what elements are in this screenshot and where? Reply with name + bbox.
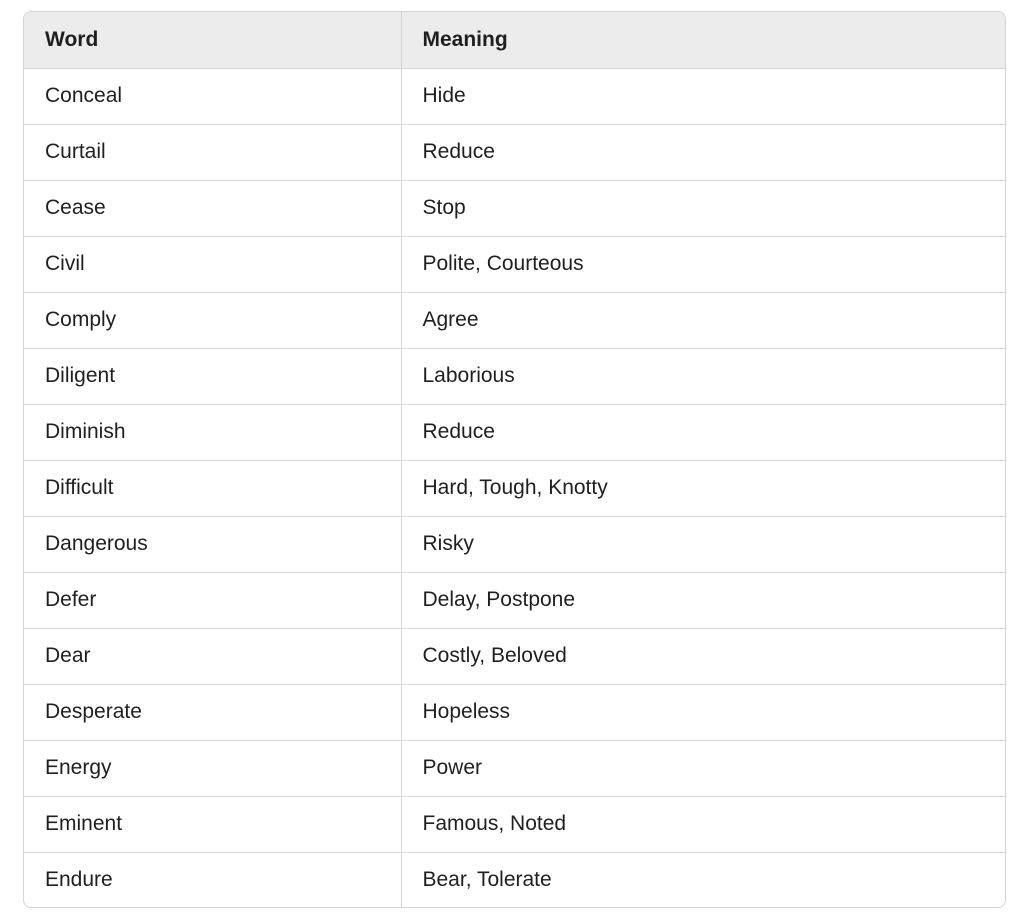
table-row — [24, 516, 1005, 572]
meaning-cell: Laborious — [401, 348, 1005, 404]
meaning-cell: Risky — [401, 516, 1005, 572]
word-cell: Dangerous — [24, 516, 401, 572]
word-cell: Difficult — [24, 460, 401, 516]
vocabulary-table — [24, 12, 1005, 908]
word-cell: Eminent — [24, 796, 401, 852]
table-row — [24, 292, 1005, 348]
table-row — [24, 852, 1005, 908]
word-cell: Desperate — [24, 684, 401, 740]
meaning-cell: Hard, Tough, Knotty — [401, 460, 1005, 516]
table-row — [24, 124, 1005, 180]
meaning-cell: Reduce — [401, 124, 1005, 180]
meaning-cell: Famous, Noted — [401, 796, 1005, 852]
table-row — [24, 628, 1005, 684]
meaning-cell: Bear, Tolerate — [401, 852, 1005, 908]
table-row — [24, 572, 1005, 628]
word-cell: Curtail — [24, 124, 401, 180]
table-header — [24, 12, 1005, 68]
word-cell: Defer — [24, 572, 401, 628]
table-row — [24, 796, 1005, 852]
meaning-cell: Reduce — [401, 404, 1005, 460]
word-cell: Dear — [24, 628, 401, 684]
table-row — [24, 236, 1005, 292]
vocabulary-table-container — [23, 11, 1006, 908]
meaning-cell: Agree — [401, 292, 1005, 348]
table-row — [24, 348, 1005, 404]
table-row — [24, 460, 1005, 516]
table-row — [24, 740, 1005, 796]
meaning-cell: Hopeless — [401, 684, 1005, 740]
table-row — [24, 180, 1005, 236]
table-row — [24, 404, 1005, 460]
meaning-cell: Stop — [401, 180, 1005, 236]
word-cell: Conceal — [24, 68, 401, 124]
word-cell: Civil — [24, 236, 401, 292]
header-word: Word — [24, 12, 401, 68]
table-row — [24, 684, 1005, 740]
meaning-cell: Costly, Beloved — [401, 628, 1005, 684]
word-cell: Diligent — [24, 348, 401, 404]
header-meaning: Meaning — [401, 12, 1005, 68]
meaning-cell: Power — [401, 740, 1005, 796]
table-row — [24, 68, 1005, 124]
word-cell: Energy — [24, 740, 401, 796]
word-cell: Cease — [24, 180, 401, 236]
word-cell: Diminish — [24, 404, 401, 460]
header-row — [24, 12, 1005, 68]
word-cell: Comply — [24, 292, 401, 348]
word-cell: Endure — [45, 868, 113, 892]
meaning-cell: Hide — [401, 68, 1005, 124]
meaning-cell: Delay, Postpone — [401, 572, 1005, 628]
meaning-cell: Polite, Courteous — [401, 236, 1005, 292]
table-body — [24, 68, 1005, 908]
